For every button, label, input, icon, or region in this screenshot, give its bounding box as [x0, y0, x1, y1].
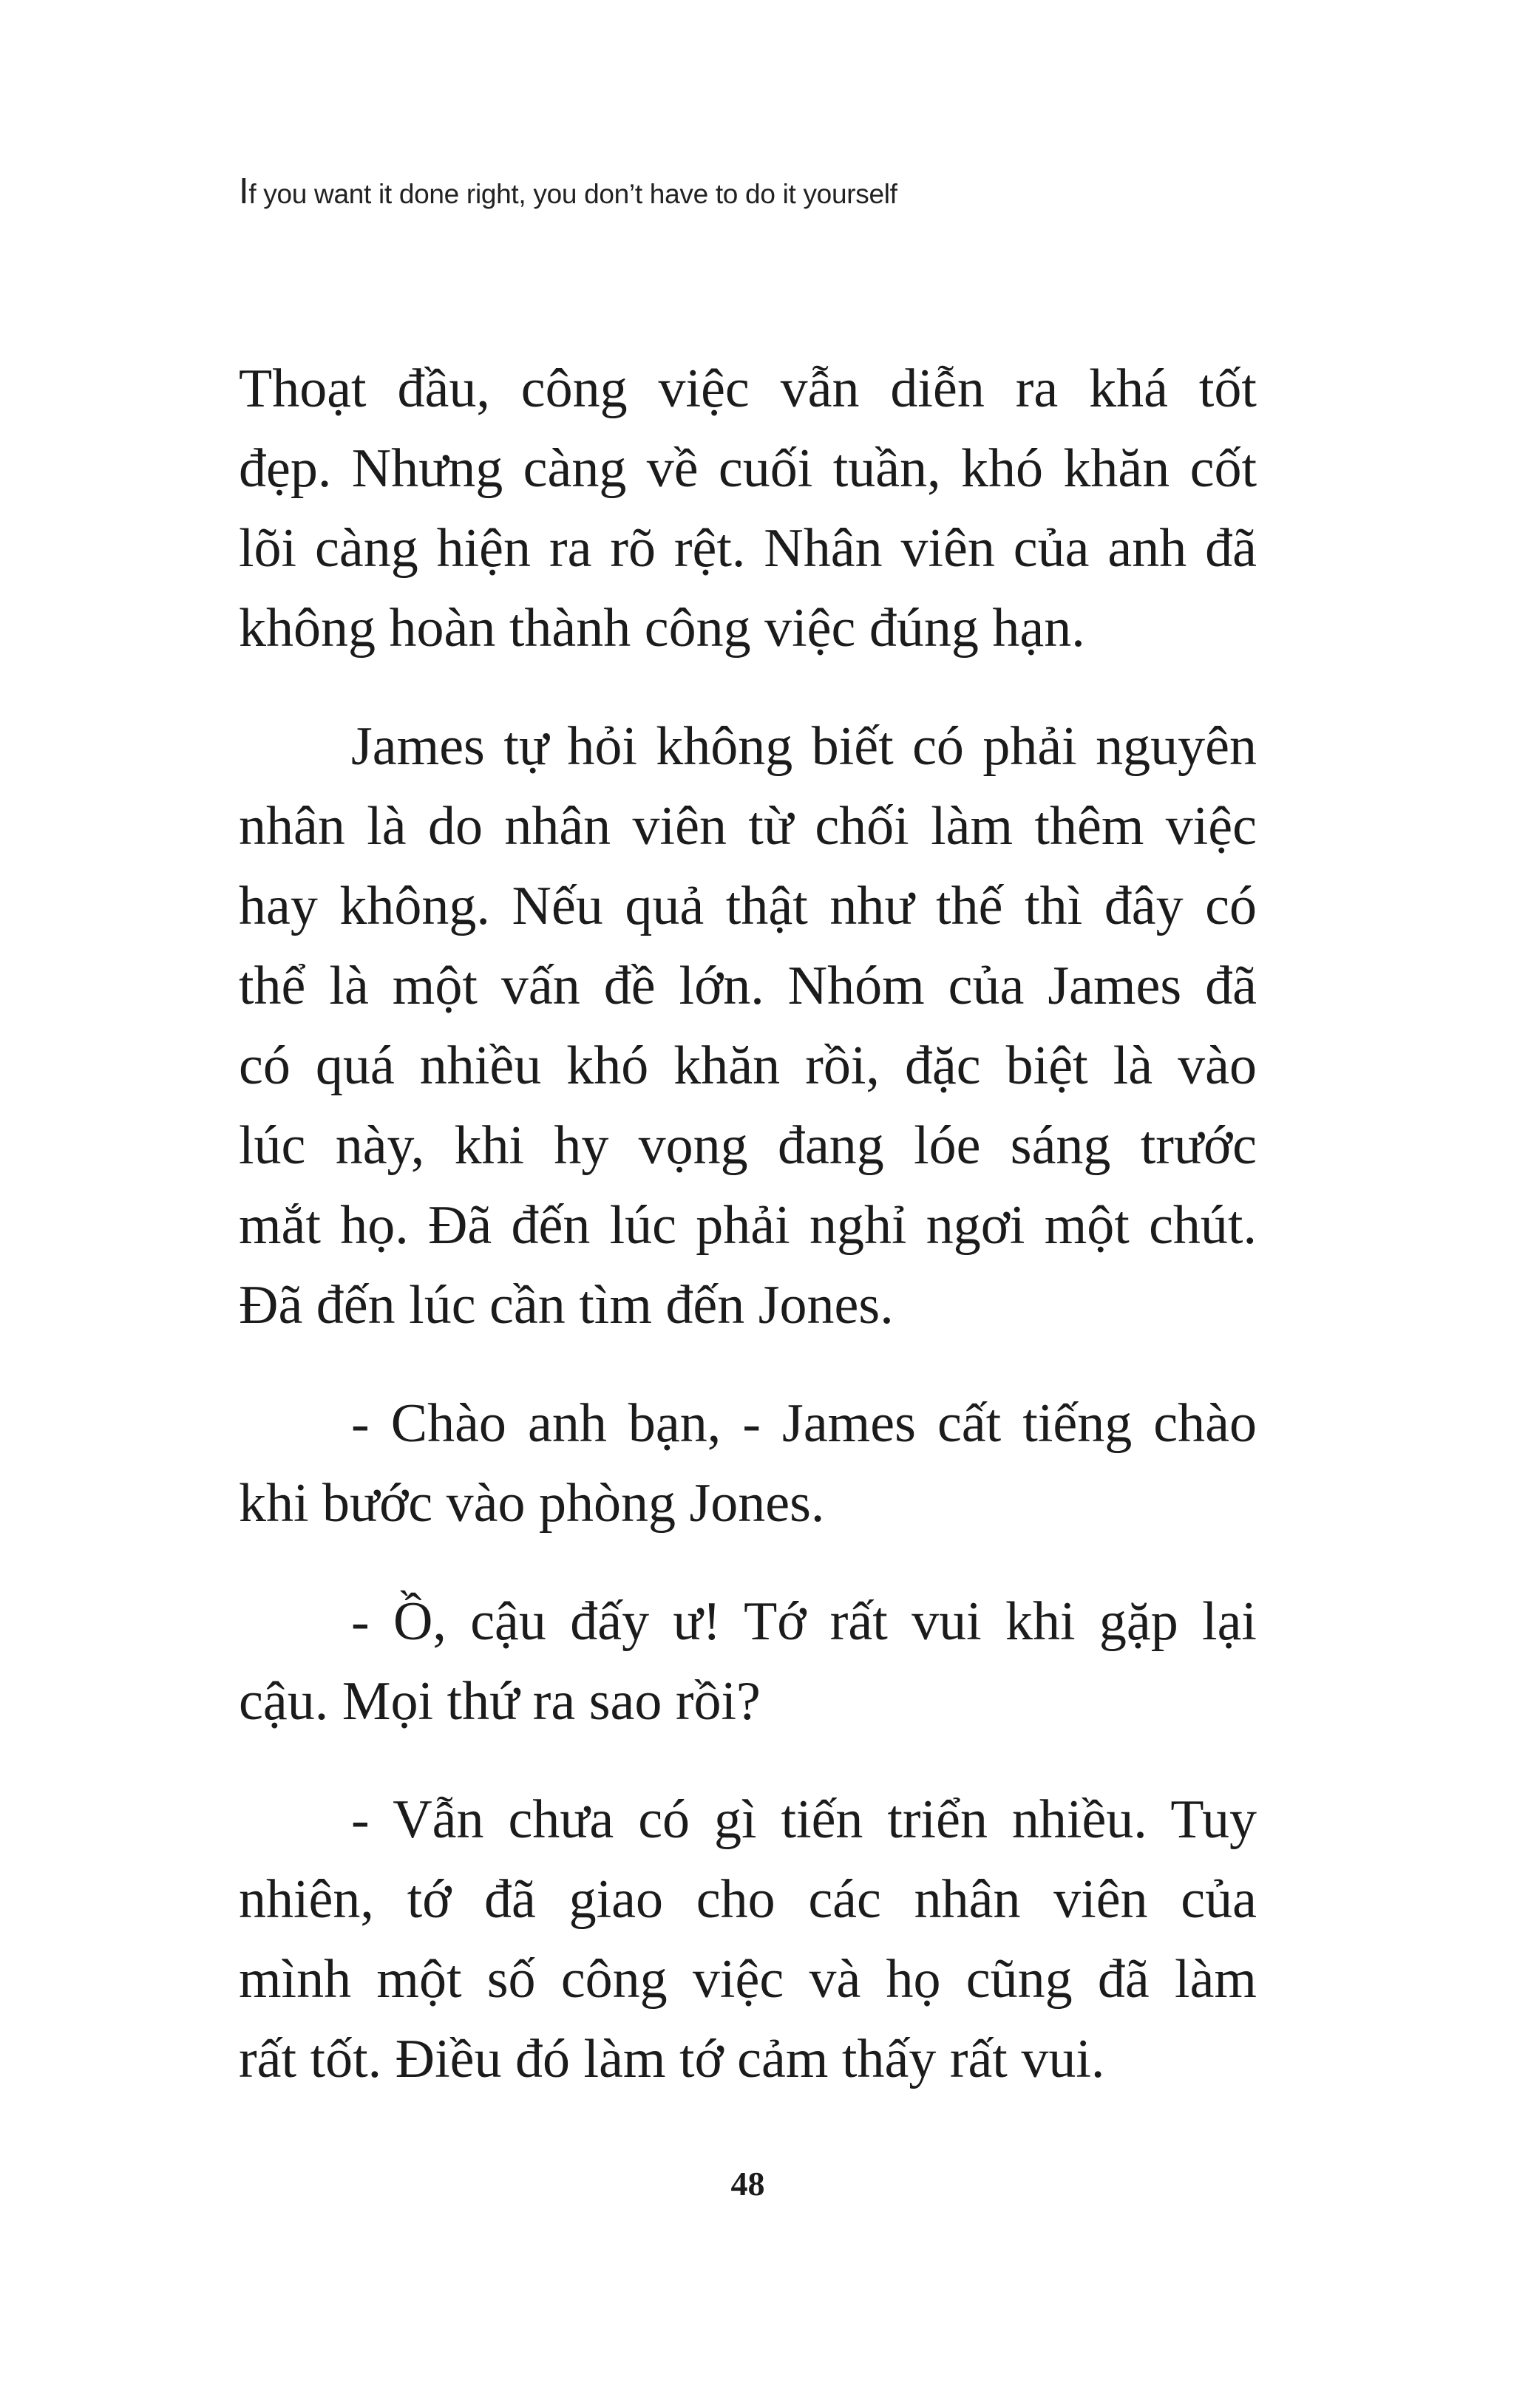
text-line: mình một số công việc và họ cũng đã làm — [239, 1949, 1257, 2010]
paragraph — [239, 707, 1257, 1345]
text-line: mắt họ. Đã đến lúc phải nghỉ ngơi một chút. — [239, 1195, 1257, 1256]
text-line: rất tốt. Điều đó làm tớ cảm thấy rất vui. — [239, 2029, 1105, 2089]
page-body — [239, 349, 1257, 2137]
text-line: khi bước vào phòng Jones. — [239, 1473, 825, 1534]
text-line: hay không. Nếu quả thật như thế thì đây có — [239, 876, 1257, 936]
text-line: - Ồ, cậu đấy ư! Tớ rất vui khi gặp lại — [351, 1591, 1257, 1652]
dialogue-paragraph — [239, 1780, 1257, 2099]
text-line: có quá nhiều khó khăn rồi, đặc biệt là vào — [239, 1035, 1257, 1096]
text-line: cậu. Mọi thứ ra sao rồi? — [239, 1671, 761, 1732]
paragraph — [239, 349, 1257, 668]
text-line: James tự hỏi không biết có phải nguyên — [351, 716, 1257, 777]
text-line: thể là một vấn đề lớn. Nhóm của James đã — [239, 956, 1257, 1016]
page-number: 48 — [730, 2165, 765, 2203]
dialogue-paragraph — [239, 1582, 1257, 1741]
dialogue-paragraph — [239, 1384, 1257, 1543]
text-line: - Vẫn chưa có gì tiến triển nhiều. Tuy — [351, 1789, 1257, 1850]
text-line: - Chào anh bạn, - James cất tiếng chào — [351, 1393, 1257, 1454]
text-line: Thoạt đầu, công việc vẫn diễn ra khá tốt — [239, 358, 1257, 419]
text-line: không hoàn thành công việc đúng hạn. — [239, 598, 1085, 659]
text-line: Đã đến lúc cần tìm đến Jones. — [239, 1275, 894, 1336]
text-line: nhân là do nhân viên từ chối làm thêm việc — [239, 796, 1257, 857]
text-line: lõi càng hiện ra rõ rệt. Nhân viên của anh đã — [239, 518, 1257, 579]
running-header: If you want it done right, you don’t have to do it yourself — [239, 171, 897, 211]
text-line: nhiên, tớ đã giao cho các nhân viên của — [239, 1869, 1257, 1930]
text-line: đẹp. Nhưng càng về cuối tuần, khó khăn cốt — [239, 438, 1257, 499]
text-line: lúc này, khi hy vọng đang lóe sáng trước — [239, 1115, 1257, 1176]
